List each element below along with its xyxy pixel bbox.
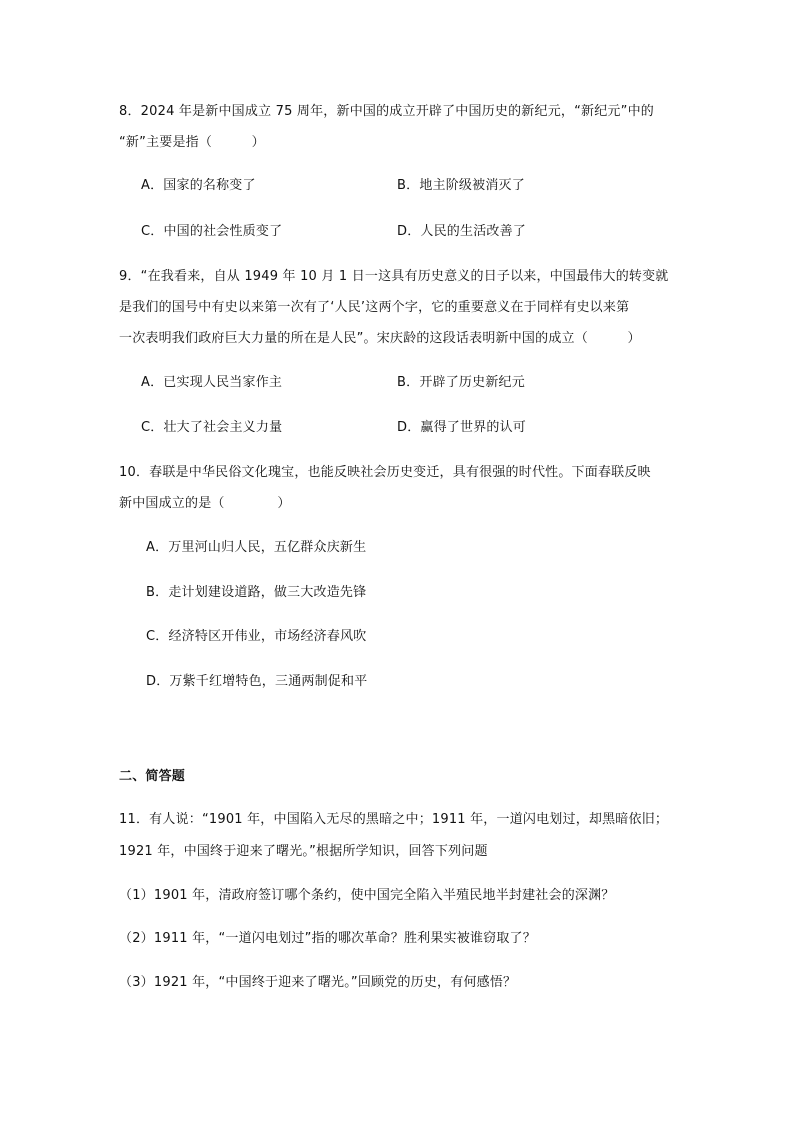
- question-10-line-1: 10．春联是中华民俗文化瑰宝，也能反映社会历史变迁，具有很强的时代性。下面春联反映: [119, 465, 651, 480]
- question-8-option-a: A．国家的名称变了: [141, 178, 256, 193]
- question-11-sub-2: （2）1911 年，“一道闪电划过”指的哪次革命？胜利果实被谁窃取了？: [119, 931, 536, 946]
- question-9-option-c: C．壮大了社会主义力量: [141, 420, 283, 435]
- question-10-option-d: D．万紫千红增特色，三通两制促和平: [146, 674, 368, 689]
- question-8-line-1: 8．2024 年是新中国成立 75 周年，新中国的成立开辟了中国历史的新纪元，“新纪元”中的: [119, 104, 654, 119]
- question-10-line-2: 新中国成立的是（ ）: [119, 496, 291, 511]
- question-10-option-a: A．万里河山归人民，五亿群众庆新生: [146, 540, 367, 555]
- question-10-option-b: B．走计划建设道路，做三大改造先锋: [146, 585, 367, 600]
- question-8-option-b: B．地主阶级被消灭了: [397, 178, 525, 193]
- question-10-option-c: C．经济特区开伟业，市场经济春风吹: [146, 629, 367, 644]
- section-title-short-answer: 二、简答题: [119, 769, 186, 784]
- question-11-line-2: 1921 年，中国终于迎来了曙光。”根据所学知识，回答下列问题: [119, 844, 488, 859]
- question-9-option-a: A．已实现人民当家作主: [141, 375, 283, 390]
- question-8-option-d: D．人民的生活改善了: [397, 224, 527, 239]
- question-11-sub-1: （1）1901 年，清政府签订哪个条约，使中国完全陷入半殖民地半封建社会的深渊？: [119, 888, 615, 903]
- question-9-line-1: 9．“在我看来，自从 1949 年 10 月 1 日一这具有历史意义的日子以来，中国最伟大的转变就: [119, 269, 669, 284]
- question-9-option-d: D．赢得了世界的认可: [397, 420, 527, 435]
- question-11-sub-3: （3）1921 年，“中国终于迎来了曙光。”回顾党的历史，有何感悟？: [119, 975, 517, 990]
- question-9-option-b: B．开辟了历史新纪元: [397, 375, 525, 390]
- question-9-line-3: 一次表明我们政府巨大力量的所在是人民”。宋庆龄的这段话表明新中国的成立（ ）: [119, 331, 641, 346]
- question-11-line-1: 11．有人说：“1901 年，中国陷入无尽的黑暗之中；1911 年，一道闪电划过，却黑暗依旧；: [119, 812, 669, 827]
- question-8-line-2: “新”主要是指（ ）: [119, 135, 265, 150]
- question-8-option-c: C．中国的社会性质变了: [141, 224, 283, 239]
- question-9-line-2: 是我们的国号中有史以来第一次有了‘人民’这两个字，它的重要意义在于同样有史以来第: [119, 300, 630, 315]
